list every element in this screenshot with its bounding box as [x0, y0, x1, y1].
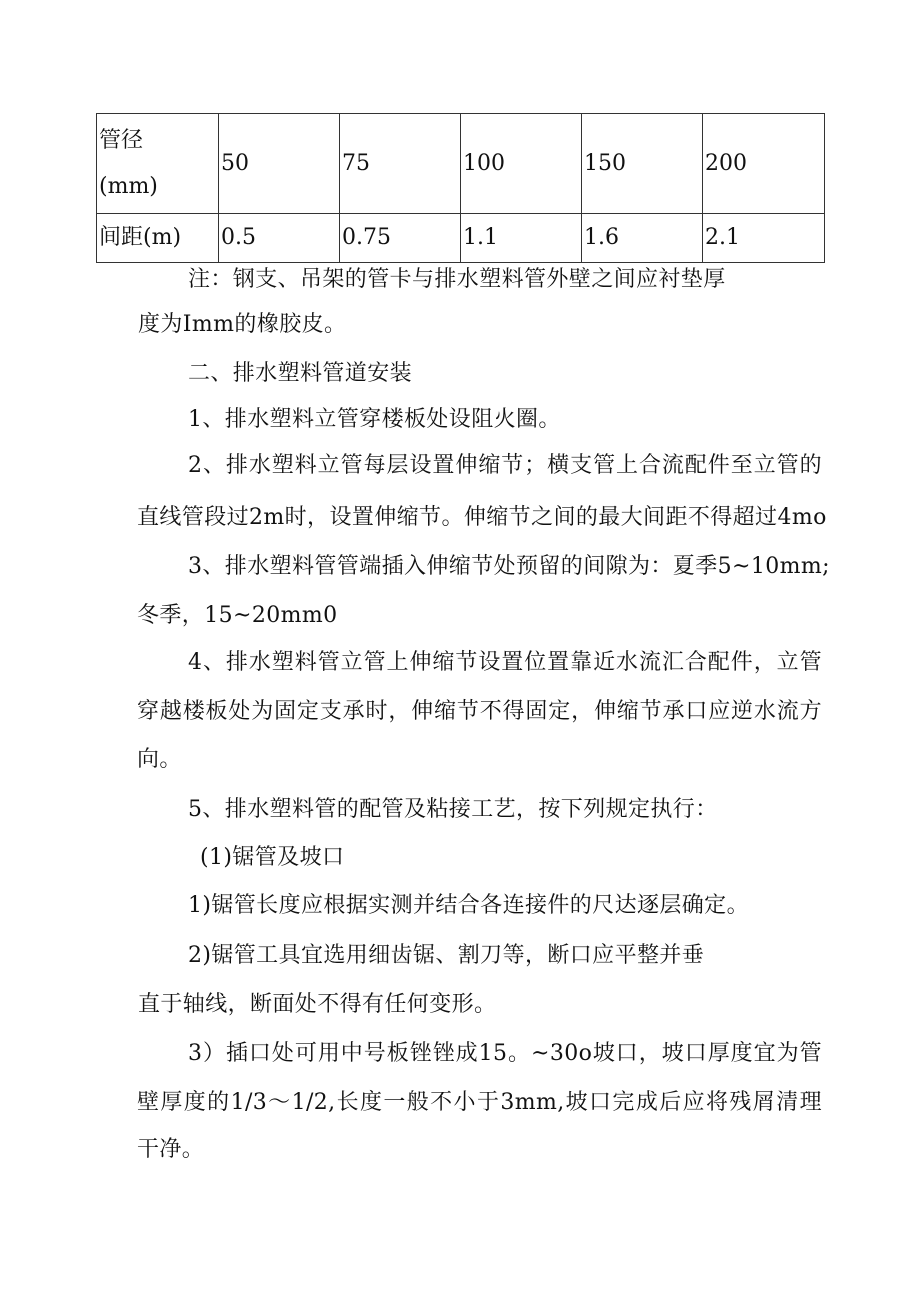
table-cell: 50 [219, 114, 340, 214]
spacing-table [96, 113, 825, 263]
section-title: 二、排水塑料管道安装 [188, 361, 413, 386]
subheading-sawing: (1)锯管及坡口 [200, 845, 345, 870]
table-cell: 2.1 [703, 214, 825, 263]
header-diameter-text: 管径 (mm) [99, 127, 158, 199]
table-cell: 75 [340, 114, 461, 214]
sub-item-2-line-2: 直于轴线，断面处不得有任何变形。 [138, 992, 497, 1017]
item-4-line-2: 穿越楼板处为固定支承时，伸缩节不得固定，伸缩节承口应逆水流方 [137, 699, 822, 724]
item-2-line-1: 2、排水塑料立管每层设置伸缩节；横支管上合流配件至立管的 [188, 453, 822, 478]
table-cell: 150 [582, 114, 703, 214]
table-cell: 0.5 [219, 214, 340, 263]
table-row [97, 114, 825, 214]
item-2-line-2: 直线管段过2m时，设置伸缩节。伸缩节之间的最大间距不得超过4mo [137, 505, 827, 530]
sub-item-2-line-1: 2)锯管工具宜选用细齿锯、割刀等，断口应平整并垂 [188, 943, 705, 968]
table-cell: 0.75 [340, 214, 461, 263]
sub-item-3-line-1: 3）插口处可用中号板锉锉成15。~30o坡口，坡口厚度宜为管 [188, 1041, 822, 1066]
table-cell: 200 [703, 114, 825, 214]
header-cell-diameter [97, 114, 219, 214]
item-3-line-1: 3、排水塑料管管端插入伸缩节处预留的间隙为：夏季5~10mm; [188, 554, 830, 579]
table-cell: 1.1 [461, 214, 582, 263]
sub-item-3-line-2: 壁厚度的1/3～1/2,长度一般不小于3mm,坡口完成后应将残屑清理 [137, 1090, 822, 1115]
item-4-line-3: 向。 [137, 747, 182, 772]
item-5: 5、排水塑料管的配管及粘接工艺，按下列规定执行： [188, 797, 718, 822]
table-row [97, 214, 825, 263]
sub-item-3-line-3: 干净。 [137, 1137, 205, 1162]
header-cell-spacing: 间距(m) [97, 214, 219, 263]
note-line-2: 度为Imm的橡胶皮。 [138, 312, 347, 337]
item-4-line-1: 4、排水塑料管立管上伸缩节设置位置靠近水流汇合配件，立管 [188, 650, 822, 675]
item-1: 1、排水塑料立管穿楼板处设阻火圈。 [188, 407, 561, 432]
table-cell: 1.6 [582, 214, 703, 263]
table-cell: 100 [461, 114, 582, 214]
note-line-1: 注：钢支、吊架的管卡与排水塑料管外壁之间应衬垫厚 [188, 267, 726, 292]
sub-item-1: 1)锯管长度应根据实测并结合各连接件的尺达逐层确定。 [188, 893, 749, 918]
item-3-line-2: 冬季，15~20mm0 [137, 603, 338, 628]
